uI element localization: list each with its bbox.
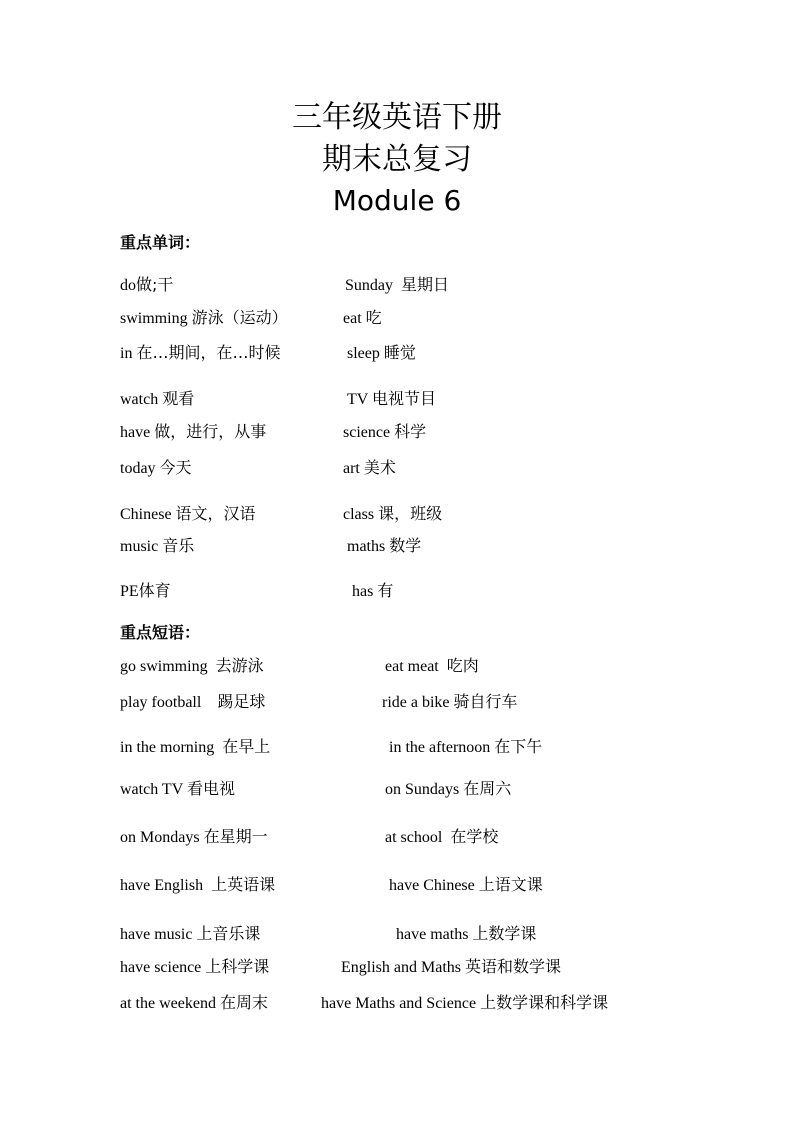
phrase-entry xyxy=(389,737,542,758)
title-grade-book: 三年级英语下册 xyxy=(292,100,502,135)
phrase-entry xyxy=(389,875,543,896)
phrase-entry xyxy=(321,993,608,1014)
word-cn: 语文，汉语 xyxy=(175,504,256,523)
phrase-cn: 在学校 xyxy=(450,827,499,846)
word-entry xyxy=(120,275,173,296)
phrase-en: have English xyxy=(120,877,204,894)
phrase-cn: 在早上 xyxy=(222,737,271,756)
phrase-en: watch TV xyxy=(120,781,183,798)
phrase-cn: 上科学课 xyxy=(205,957,270,976)
title-module: Module 6 xyxy=(332,184,462,217)
word-cn: 体育 xyxy=(138,581,171,600)
phrase-en: have music xyxy=(120,926,193,943)
word-entry xyxy=(345,275,449,296)
phrase-entry xyxy=(341,957,561,978)
phrase-cn: 在星期一 xyxy=(203,827,268,846)
phrase-cn: 上语文课 xyxy=(478,875,543,894)
word-en: eat xyxy=(343,310,362,327)
word-entry xyxy=(120,536,194,557)
phrase-en: have science xyxy=(120,959,202,976)
word-cn: 星期日 xyxy=(401,275,450,294)
phrase-en: at school xyxy=(385,829,443,846)
phrase-en: in the morning xyxy=(120,739,215,756)
phrase-entry xyxy=(120,957,269,978)
key-words-heading: 重点单词： xyxy=(120,233,201,252)
phrase-entry xyxy=(385,827,498,848)
phrase-cn: 在周六 xyxy=(463,779,512,798)
phrase-entry xyxy=(382,692,518,713)
phrase-cn: 上音乐课 xyxy=(196,924,261,943)
word-cn: 做，进行，从事 xyxy=(154,422,267,441)
phrase-en: English and Maths xyxy=(341,959,461,976)
word-entry xyxy=(343,458,396,479)
word-en: swimming xyxy=(120,310,188,327)
word-en: music xyxy=(120,538,159,555)
word-en: maths xyxy=(347,538,386,555)
word-entry xyxy=(120,504,256,525)
phrase-entry xyxy=(385,779,511,800)
word-entry xyxy=(120,308,288,329)
phrase-entry xyxy=(385,656,479,677)
word-entry xyxy=(120,343,280,364)
word-en: PE xyxy=(120,583,139,600)
word-en: have xyxy=(120,424,151,441)
phrase-cn: 看电视 xyxy=(186,779,235,798)
word-entry xyxy=(120,458,192,479)
phrase-en: in the afternoon xyxy=(389,739,491,756)
word-cn: 数学 xyxy=(389,536,422,555)
phrase-cn: 英语和数学课 xyxy=(465,957,562,976)
word-cn: 音乐 xyxy=(162,536,195,555)
phrase-en: have maths xyxy=(396,926,469,943)
phrase-cn: 上英语课 xyxy=(211,875,276,894)
word-entry xyxy=(120,422,266,443)
phrase-cn: 骑自行车 xyxy=(453,692,518,711)
word-entry xyxy=(343,308,382,329)
phrase-entry xyxy=(120,827,268,848)
phrase-entry xyxy=(120,737,270,758)
word-entry xyxy=(343,422,426,443)
phrase-en: at the weekend xyxy=(120,995,216,1012)
word-cn: 睡觉 xyxy=(383,343,416,362)
word-cn: 在…期间，在…时候 xyxy=(136,343,281,362)
word-cn: 电视节目 xyxy=(372,389,437,408)
phrase-entry xyxy=(396,924,536,945)
word-en: TV xyxy=(347,391,369,408)
word-en: science xyxy=(343,424,391,441)
word-en: today xyxy=(120,460,156,477)
phrase-cn: 去游泳 xyxy=(215,656,264,675)
word-cn: 吃 xyxy=(365,308,382,327)
key-phrases-heading: 重点短语： xyxy=(120,623,201,642)
phrase-entry xyxy=(120,993,268,1014)
word-cn: 有 xyxy=(377,581,394,600)
phrase-cn: 在下午 xyxy=(494,737,543,756)
word-en: Chinese xyxy=(120,506,172,523)
word-cn: 做;干 xyxy=(136,275,174,294)
phrase-en: go swimming xyxy=(120,658,208,675)
phrase-entry xyxy=(120,875,275,896)
phrase-cn: 上数学课 xyxy=(472,924,537,943)
phrase-cn: 上数学课和科学课 xyxy=(480,993,609,1012)
phrase-en: eat meat xyxy=(385,658,439,675)
phrase-entry xyxy=(120,692,265,713)
phrase-en: ride a bike xyxy=(382,694,450,711)
word-en: Sunday xyxy=(345,277,393,294)
phrase-cn: 踢足球 xyxy=(217,692,266,711)
word-cn: 课，班级 xyxy=(378,504,443,523)
word-entry xyxy=(120,581,171,602)
phrase-entry xyxy=(120,656,264,677)
word-en: do xyxy=(120,277,136,294)
phrase-entry xyxy=(120,924,260,945)
word-en: sleep xyxy=(347,345,380,362)
word-en: in xyxy=(120,345,133,362)
word-cn: 今天 xyxy=(159,458,192,477)
word-entry xyxy=(347,536,421,557)
word-entry xyxy=(347,389,436,410)
word-en: art xyxy=(343,460,360,477)
word-entry xyxy=(120,389,194,410)
phrase-en: play football xyxy=(120,694,202,711)
word-cn: 游泳（运动） xyxy=(191,308,288,327)
word-entry xyxy=(352,581,393,602)
title-final-review: 期末总复习 xyxy=(322,142,472,177)
phrase-en: on Sundays xyxy=(385,781,460,798)
phrase-en: on Mondays xyxy=(120,829,200,846)
word-en: watch xyxy=(120,391,159,408)
phrase-cn: 在周末 xyxy=(219,993,268,1012)
word-en: class xyxy=(343,506,375,523)
word-cn: 美术 xyxy=(363,458,396,477)
phrase-entry xyxy=(120,779,235,800)
phrase-cn: 吃肉 xyxy=(446,656,479,675)
word-entry xyxy=(343,504,442,525)
word-cn: 科学 xyxy=(394,422,427,441)
word-en: has xyxy=(352,583,374,600)
word-entry xyxy=(347,343,416,364)
phrase-en: have Maths and Science xyxy=(321,995,477,1012)
phrase-en: have Chinese xyxy=(389,877,475,894)
word-cn: 观看 xyxy=(162,389,195,408)
